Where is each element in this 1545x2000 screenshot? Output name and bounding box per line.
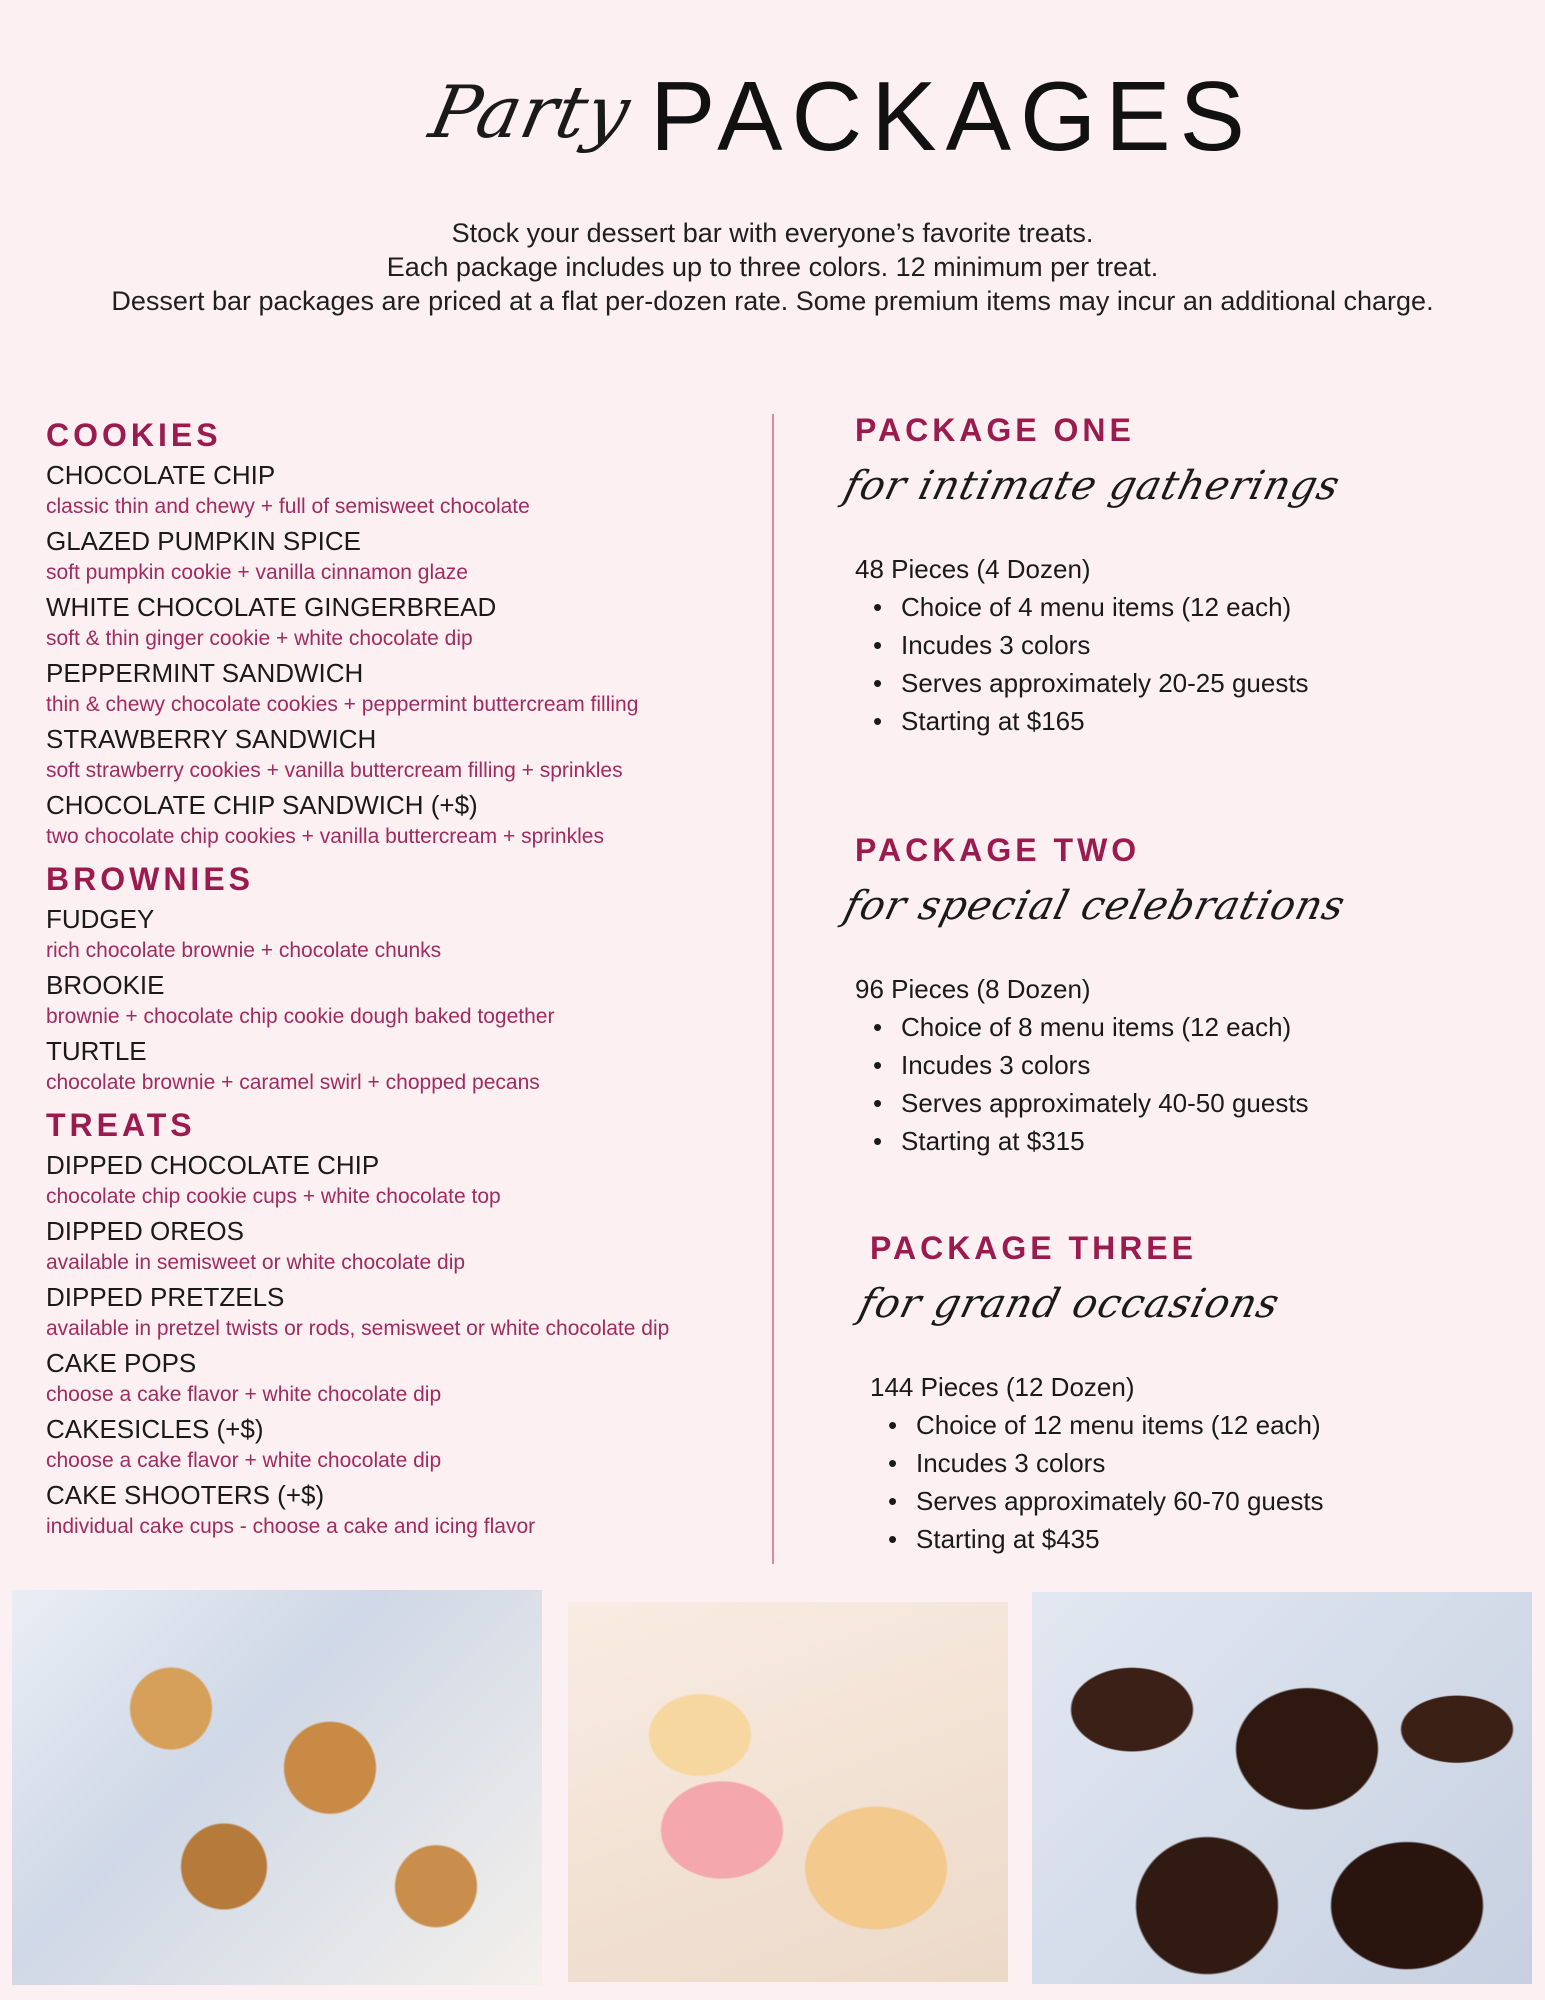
menu-item-name: STRAWBERRY SANDWICH [46,724,377,754]
package-bullet: • Starting at $435 [884,1520,1530,1558]
package-bullet: • Incudes 3 colors [884,1444,1530,1482]
cookies-section [46,412,766,854]
menu-item-name: DIPPED OREOS [46,1216,244,1246]
menu-item-desc: soft pumpkin cookie + vanilla cinnamon glaze [46,561,468,584]
package-bullet: • Serves approximately 60-70 guests [884,1482,1530,1520]
menu-item-desc: thin & chewy chocolate cookies + peppermint buttercream filling [46,693,639,716]
package-bullet: • Choice of 12 menu items (12 each) [884,1406,1530,1444]
package-bullet: • Serves approximately 40-50 guests [869,1084,1515,1122]
brownies-section [46,856,766,1100]
package-two [839,830,1515,1160]
package-bullet: • Starting at $165 [869,702,1515,740]
menu-item-name: CHOCOLATE CHIP [46,460,276,490]
intro-line: Stock your dessert bar with everyone’s favorite treats. [451,218,1094,248]
menu-item-name: DIPPED CHOCOLATE CHIP [46,1150,380,1180]
package-subtitle: for grand occasions [854,1281,1285,1327]
menu-item-name: CAKE POPS [46,1348,197,1378]
menu-item-name: CAKESICLES (+$) [46,1414,264,1444]
section-heading: COOKIES [46,417,222,453]
package-bullets [869,588,1515,740]
title-block [0,52,1545,192]
package-bullet: • Choice of 4 menu items (12 each) [869,588,1515,626]
menu-item-desc: rich chocolate brownie + chocolate chunks [46,939,442,962]
menu-item-name: PEPPERMINT SANDWICH [46,658,364,688]
package-bullets [884,1406,1530,1558]
menu-item-desc: available in pretzel twists or rods, semisweet or white chocolate dip [46,1317,670,1340]
package-one [839,410,1515,740]
column-divider [772,414,774,1564]
package-pieces: 144 Pieces (12 Dozen) [870,1372,1135,1402]
package-bullet: • Incudes 3 colors [869,626,1515,664]
menu-item-name: GLAZED PUMPKIN SPICE [46,526,361,556]
cookie-sandwiches-photo [12,1590,542,1985]
menu-item-desc: available in semisweet or white chocolate dip [46,1251,466,1274]
menu-item-desc: choose a cake flavor + white chocolate dip [46,1383,442,1406]
package-pieces: 48 Pieces (4 Dozen) [855,554,1091,584]
menu-item-desc: soft & thin ginger cookie + white chocolate dip [46,627,473,650]
package-three [854,1228,1530,1558]
package-bullets [869,1008,1515,1160]
menu-item-desc: choose a cake flavor + white chocolate dip [46,1449,442,1472]
menu-item-desc: individual cake cups - choose a cake and icing flavor [46,1515,536,1538]
package-bullet: • Starting at $315 [869,1122,1515,1160]
package-heading: PACKAGE ONE [855,412,1135,448]
intro-line: Each package includes up to three colors. 12 minimum per treat. [386,252,1159,282]
section-heading: TREATS [46,1107,196,1143]
brownies-photo [1032,1592,1532,1984]
menu-column [46,412,766,1546]
package-heading: PACKAGE TWO [855,832,1141,868]
script-title-word: Party [423,70,639,154]
package-bullet: • Incudes 3 colors [869,1046,1515,1084]
cake-shooters-photo [568,1602,1008,1982]
menu-item-name: BROOKIE [46,970,165,1000]
menu-item-name: TURTLE [46,1036,147,1066]
section-heading: BROWNIES [46,861,254,897]
intro-line: Dessert bar packages are priced at a flat per-dozen rate. Some premium items may incur an additional charge. [111,286,1434,316]
package-subtitle: for special celebrations [839,883,1351,929]
menu-item-desc: chocolate chip cookie cups + white chocolate top [46,1185,501,1208]
menu-item-desc: classic thin and chewy + full of semisweet chocolate [46,495,530,518]
treats-section [46,1102,766,1544]
package-heading: PACKAGE THREE [870,1230,1197,1266]
menu-item-name: CAKE SHOOTERS (+$) [46,1480,325,1510]
package-pieces: 96 Pieces (8 Dozen) [855,974,1091,1004]
intro-text [0,216,1545,318]
menu-item-desc: soft strawberry cookies + vanilla buttercream filling + sprinkles [46,759,623,782]
page-title: PACKAGES [650,61,1254,171]
menu-item-name: CHOCOLATE CHIP SANDWICH (+$) [46,790,478,820]
menu-item-name: WHITE CHOCOLATE GINGERBREAD [46,592,497,622]
menu-item-desc: brownie + chocolate chip cookie dough baked together [46,1005,555,1028]
package-bullet: • Choice of 8 menu items (12 each) [869,1008,1515,1046]
menu-item-name: FUDGEY [46,904,155,934]
menu-item-desc: chocolate brownie + caramel swirl + chopped pecans [46,1071,540,1094]
package-subtitle: for intimate gatherings [839,463,1345,509]
menu-item-desc: two chocolate chip cookies + vanilla buttercream + sprinkles [46,825,604,848]
photo-strip [0,1590,1545,2000]
package-bullet: • Serves approximately 20-25 guests [869,664,1515,702]
menu-item-name: DIPPED PRETZELS [46,1282,285,1312]
